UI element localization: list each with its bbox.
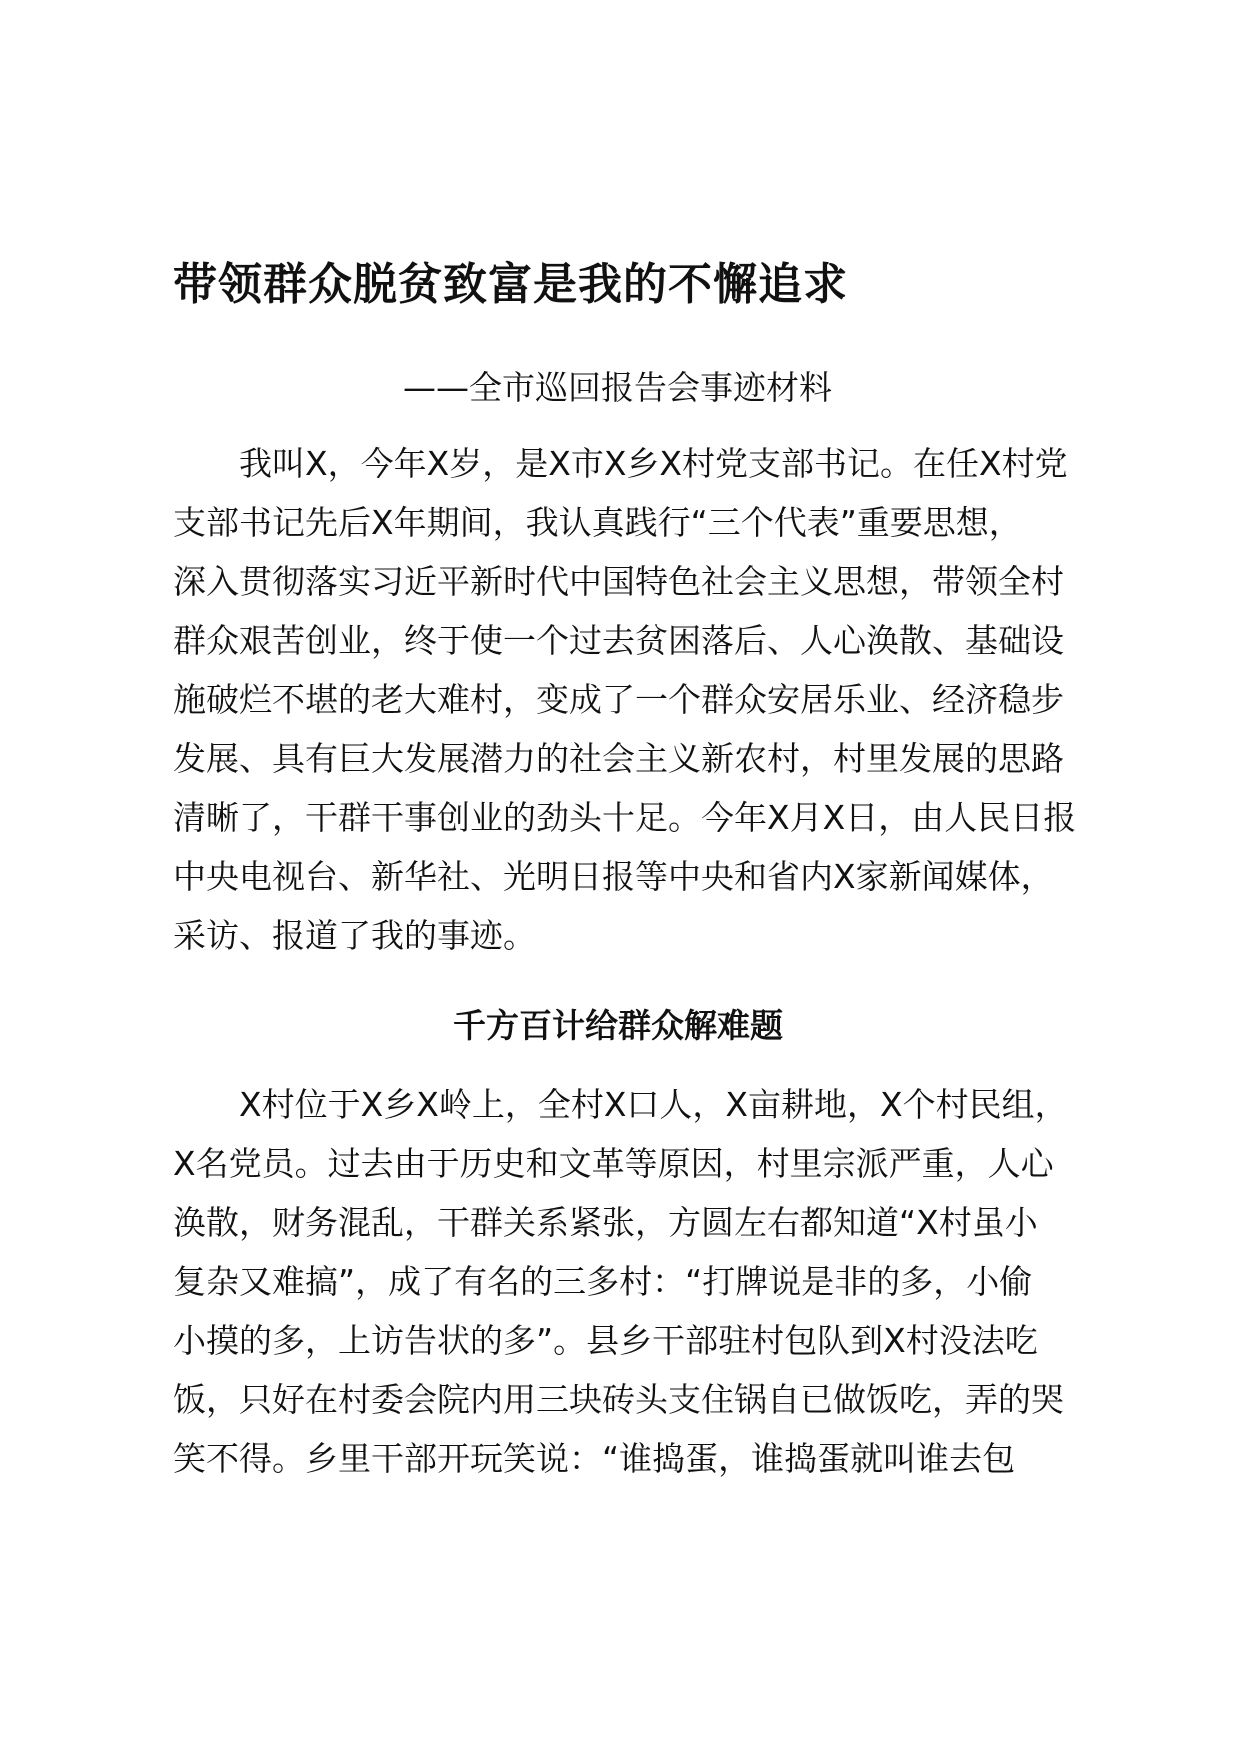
paragraph-line: X名党员。过去由于历史和文革等原因，村里宗派严重，人心	[173, 1144, 1054, 1183]
paragraph-line: 发展、具有巨大发展潜力的社会主义新农村，村里发展的思路	[173, 739, 1064, 778]
section-heading: 千方百计给群众解难题	[453, 1006, 783, 1045]
document-title: 带领群众脱贫致富是我的不懈追求	[173, 259, 848, 310]
paragraph-intro	[173, 434, 1093, 965]
paragraph-line: 清晰了，干群干事创业的劲头十足。今年X月X日，由人民日报	[173, 798, 1077, 837]
paragraph-line: 笑不得。乡里干部开玩笑说：“谁捣蛋，谁捣蛋就叫谁去包	[173, 1439, 1016, 1478]
paragraph-line: 小摸的多，上访告状的多”。县乡干部驻村包队到X村没法吃	[173, 1321, 1038, 1360]
paragraph-line: 深入贯彻落实习近平新时代中国特色社会主义思想，带领全村	[173, 562, 1064, 601]
paragraph-line: 我叫X，今年X岁，是X市X乡X村党支部书记。在任X村党	[239, 444, 1068, 483]
paragraph-line: X村位于X乡X岭上，全村X口人，X亩耕地，X个村民组，	[239, 1085, 1068, 1124]
paragraph-line: 采访、报道了我的事迹。	[173, 916, 536, 955]
paragraph-line: 饭，只好在村委会院内用三块砖头支住锅自已做饭吃，弄的哭	[173, 1380, 1064, 1419]
paragraph-line: 复杂又难搞”，成了有名的三多村：“打牌说是非的多，小偷	[173, 1262, 1033, 1301]
paragraph-line: 施破烂不堪的老大难村，变成了一个群众安居乐业、经济稳步	[173, 680, 1064, 719]
paragraph-line: 支部书记先后X年期间，我认真践行“三个代表”重要思想，	[173, 503, 1022, 542]
document-subtitle: ——全市巡回报告会事迹材料	[403, 368, 832, 407]
paragraph-line: 中央电视台、新华社、光明日报等中央和省内X家新闻媒体，	[173, 857, 1054, 896]
paragraph-village	[173, 1075, 1093, 1488]
paragraph-line: 涣散，财务混乱，干群关系紧张，方圆左右都知道“X村虽小	[173, 1203, 1038, 1242]
paragraph-line: 群众艰苦创业，终于使一个过去贫困落后、人心涣散、基础设	[173, 621, 1064, 660]
